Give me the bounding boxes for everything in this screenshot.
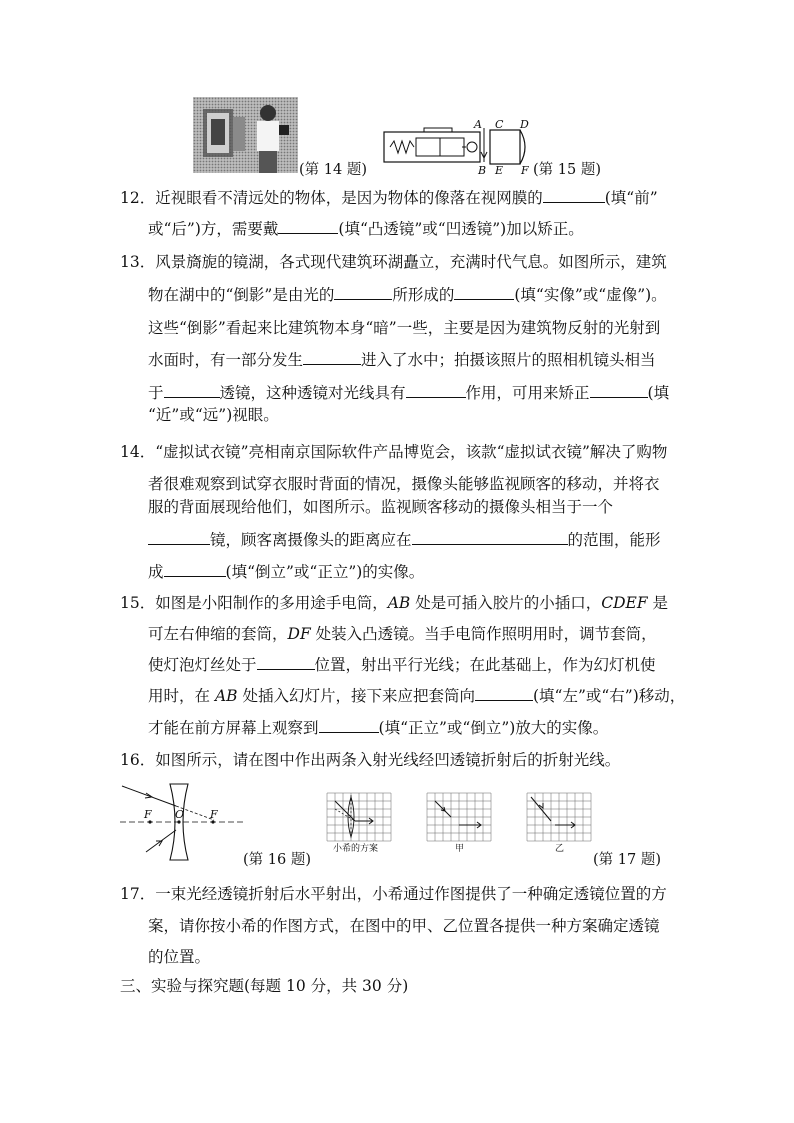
figure-14-photo <box>193 97 298 173</box>
figure-16-concave-lens <box>118 780 246 862</box>
q13-line-2: 物在湖中的“倒影”是由光的 所形成的 (填“实像”或“虚像”)。 <box>148 286 667 304</box>
q14-line-2: 者很难观察到试穿衣服时背面的情况，摄像头能够监视顾客的移动，并将衣 <box>148 475 660 493</box>
q14-line-3: 服的背面展现给他们，如图所示。监视顾客移动的摄像头相当于一个 <box>148 498 614 516</box>
q17-line-3: 的位置。 <box>148 948 211 966</box>
q15-line-1: 15．如图是小阳制作的多用途手电筒，AB 处是可插入胶片的小插口，CDEF 是 <box>120 594 669 612</box>
answer-blank[interactable] <box>334 285 392 300</box>
answer-blank[interactable] <box>257 655 315 670</box>
figure-15-flashlight <box>380 118 532 176</box>
q13-line-5: 于 透镜，这种透镜对光线具有 作用，可用来矫正 (填 <box>148 384 670 402</box>
answer-blank[interactable] <box>406 383 466 398</box>
figure-16-caption: (第 16 题) <box>243 852 311 868</box>
q13-line-4: 水面时，有一部分发生 进入了水中；拍摄该照片的照相机镜头相当 <box>148 351 656 369</box>
label-B: B <box>478 164 487 177</box>
q13-line-6: “近”或“远”)视眼。 <box>148 406 279 424</box>
q13-line-1: 13．风景旖旎的镜湖，各式现代建筑环湖矗立，充满时代气息。如图所示，建筑 <box>120 253 667 271</box>
q17-line-2: 案，请你按小希的作图方式，在图中的甲、乙位置各提供一种方案确定透镜 <box>148 917 660 935</box>
answer-blank[interactable] <box>475 686 533 701</box>
figure-17-grid-jia <box>425 791 493 854</box>
flashlight-diagram <box>380 118 532 176</box>
answer-blank[interactable] <box>278 219 338 234</box>
concave-lens-diagram <box>118 780 246 862</box>
q14-line-1: 14．“虚拟试衣镜”亮相南京国际软件产品博览会，该款“虚拟试衣镜”解决了购物 <box>120 443 668 461</box>
label-yi: 乙 <box>555 844 565 854</box>
answer-blank[interactable] <box>164 383 220 398</box>
label-F-left: F <box>144 808 152 821</box>
q15-line-5: 才能在前方屏幕上观察到 (填“正立”或“倒立”)放大的实像。 <box>148 719 609 737</box>
answer-blank[interactable] <box>164 562 226 577</box>
q15-line-4: 用时，在 AB 处插入幻灯片，接下来应把套筒向 (填“左”或“右”)移动， <box>148 687 686 705</box>
answer-blank[interactable] <box>148 530 210 545</box>
label-C: C <box>495 118 504 131</box>
q12-line-1: 12．近视眼看不清远处的物体，是因为物体的像落在视网膜的 (填“前” <box>120 189 658 207</box>
label-O: O <box>175 808 185 821</box>
answer-blank[interactable] <box>319 718 379 733</box>
label-F-right: F <box>210 808 218 821</box>
figure-14-caption: (第 14 题) <box>299 162 367 178</box>
label-D: D <box>520 118 529 131</box>
answer-blank[interactable] <box>412 530 568 545</box>
q14-line-5: 成 (填“倒立”或“正立”)的实像。 <box>148 563 425 581</box>
figure-15-caption: (第 15 题) <box>533 162 601 178</box>
answer-blank[interactable] <box>454 285 514 300</box>
label-A: A <box>474 118 482 131</box>
label-E: E <box>495 164 504 177</box>
figure-17-grid-yi <box>525 791 593 854</box>
q15-line-3: 使灯泡灯丝处于 位置，射出平行光线；在此基础上，作为幻灯机使 <box>148 656 656 674</box>
q13-line-3: 这些“倒影”看起来比建筑物本身“暗”一些，主要是因为建筑物反射的光射到 <box>148 319 661 337</box>
figure-17-grid-xiaoxi <box>325 791 393 854</box>
q14-line-4: 镜，顾客离摄像头的距离应在 的范围，能形 <box>148 530 661 550</box>
answer-blank[interactable] <box>303 350 361 365</box>
photo-virtual-mirror <box>193 97 298 173</box>
q17-line-1: 17．一束光经透镜折射后水平射出，小希通过作图提供了一种确定透镜位置的方 <box>120 885 667 903</box>
q15-line-2: 可左右伸缩的套筒，DF 处装入凸透镜。当手电筒作照明用时，调节套筒， <box>148 625 657 643</box>
figure-17-caption: (第 17 题) <box>593 852 661 868</box>
label-jia: 甲 <box>455 844 465 854</box>
label-F: F <box>521 164 529 177</box>
answer-blank[interactable] <box>543 188 605 203</box>
section-3-title: 三、实验与探究题(每题 10 分，共 30 分) <box>120 977 409 995</box>
answer-blank[interactable] <box>590 383 648 398</box>
label-xiaoxi-plan: 小希的方案 <box>333 844 379 854</box>
q12-line-2: 或“后”)方，需要戴 (填“凸透镜”或“凹透镜”)加以矫正。 <box>148 220 584 238</box>
q16-line-1: 16．如图所示，请在图中作出两条入射光线经凹透镜折射后的折射光线。 <box>120 751 621 769</box>
